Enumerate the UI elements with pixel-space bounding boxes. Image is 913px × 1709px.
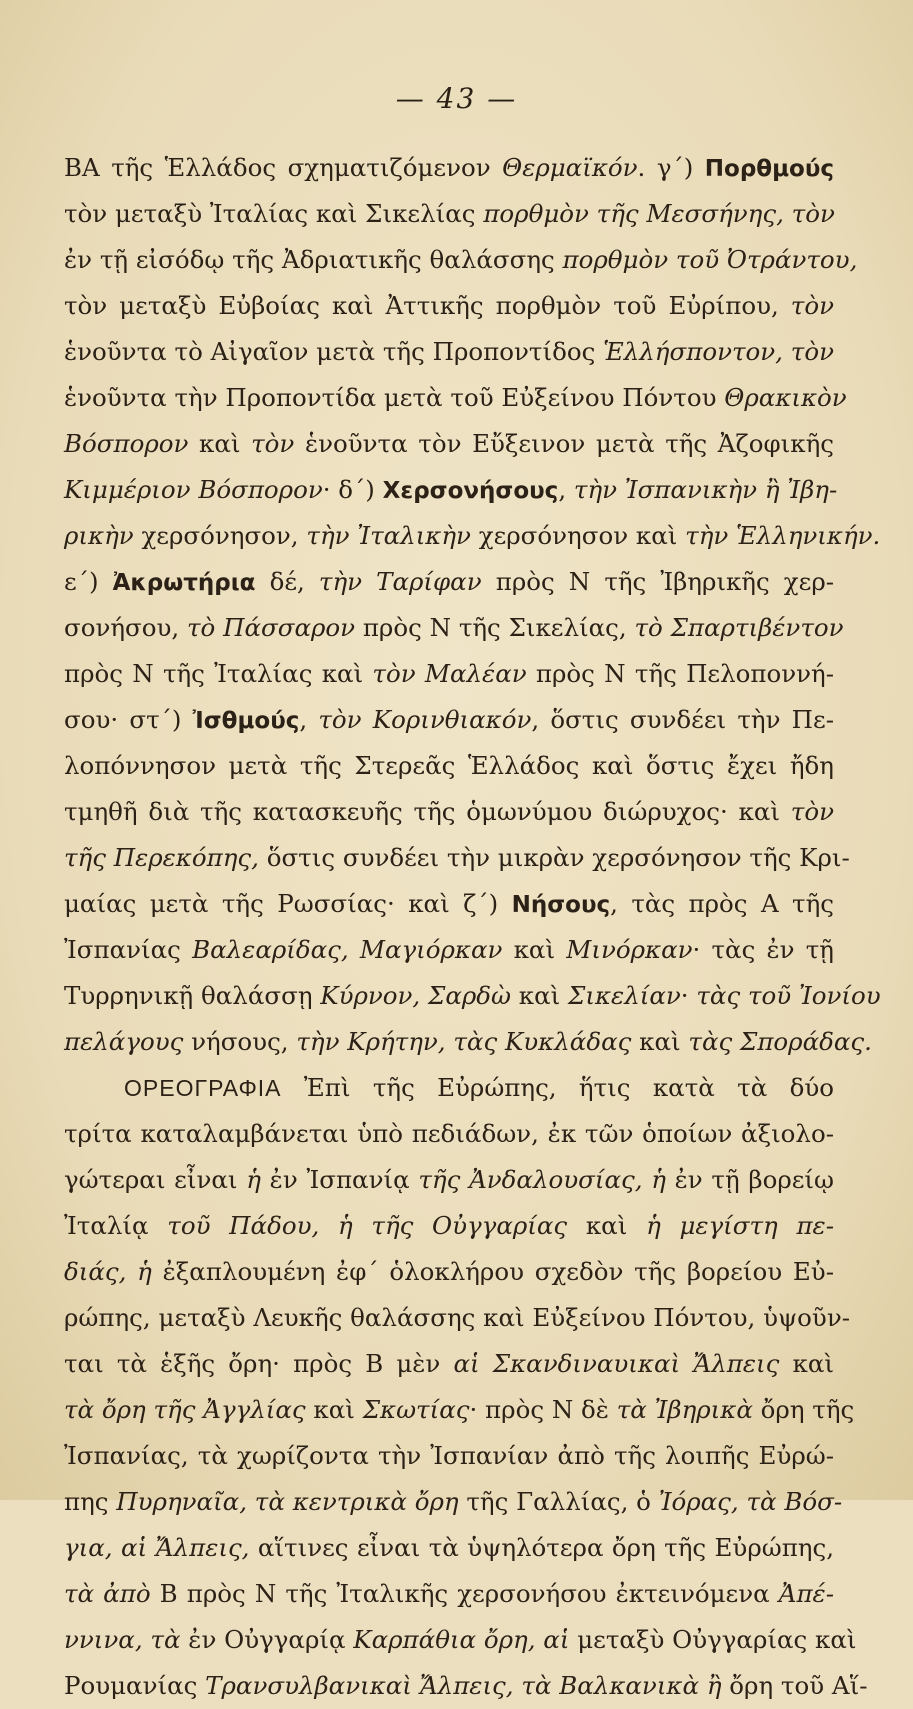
text-line [64,421,834,467]
text-line [64,1249,834,1295]
bold-term: Νήσους [511,892,611,918]
italic-text: Κιμμέριον Βόσπορον [64,475,323,504]
italic-text: τὴν Ἰσπανικὴν ἢ Ἰβη- [573,475,838,504]
italic-text: Κύρνον, Σαρδὼ [320,981,511,1010]
text-line [64,1111,834,1157]
italic-text: Ἀπέ- [778,1579,834,1608]
text-segment: πρὸς Ν τῆς Σικελίας, [355,613,635,642]
italic-text: τὸν [790,291,834,320]
text-segment: τῆς Γαλλίας, ὁ [458,1487,659,1516]
italic-text: πορθμὸν τοῦ Ὀτράντου, [562,245,858,274]
text-line [64,237,858,283]
text-segment: ἐν Οὐγγαρίᾳ [180,1625,354,1654]
italic-text: τὴν Ἰταλικὴν [306,521,471,550]
text-segment: Τυρρηνικῇ θαλάσσῃ [64,981,321,1010]
text-line [64,1341,834,1387]
text-segment: τὸν μεταξὺ Εὐβοίας καὶ Ἀττικῆς πορθμὸν τοῦ Εὐρίπου, [64,291,791,320]
text-line [64,375,847,421]
section-heading: ΟΡΕΟΓΡΑΦΙΑ [124,1075,282,1101]
text-segment: πρὸς Ν τῆς Ἰβηρικῆς χερ- [481,567,835,596]
italic-text: τῆς Περεκόπης, [64,843,259,872]
text-segment: ται τὰ ἑξῆς ὄρη· πρὸς Β μὲν [64,1349,454,1378]
text-segment: καὶ [567,1211,647,1240]
italic-text: Σκωτίας [362,1395,470,1424]
italic-text: τὴν Ταρίφαν [318,567,482,596]
text-segment: , [299,705,319,734]
italic-text: τὰ Ἰβηρικὰ [616,1395,753,1424]
italic-text: Θρακικὸν [724,383,847,412]
text-segment: ὄρη τῆς [752,1395,855,1424]
text-segment: ἐν Ἰσπανίᾳ [260,1165,419,1194]
text-segment: ὄρη τοῦ Αἵ- [721,1671,868,1700]
text-segment: · δ΄) [322,475,383,504]
text-line [64,651,834,697]
bold-term: Πορθμούς [704,156,834,182]
italic-text: τὸν [251,429,295,458]
italic-text: πελάγους [64,1027,184,1056]
text-segment: λοπόννησον μετὰ τῆς Στερεᾶς Ἑλλάδος καὶ ὅστις ἔχει ἤδη [64,751,834,780]
bold-term: Χερσονήσους [382,478,559,504]
text-segment: καὶ [188,429,252,458]
text-line [64,191,834,237]
text-line [64,1617,857,1663]
italic-text: τὰ ὄρη τῆς Ἀγγλίας [64,1395,306,1424]
text-segment: καὶ [502,935,567,964]
italic-text: τὸ Πάσσαρον [187,613,356,642]
page-number: — 43 — [395,82,518,115]
text-segment: τρίτα καταλαμβάνεται ὑπὸ πεδιάδων, ἐκ τῶν ὁποίων ἀξιολο- [64,1119,834,1148]
text-line [64,1387,855,1433]
text-segment: πρὸς Ν τῆς Ἰταλίας καὶ [64,659,373,688]
text-line [64,697,834,743]
italic-text: διάς, ἡ [64,1257,152,1286]
text-segment: μαίας μετὰ τῆς Ρωσσίας· καὶ ζ΄) [64,889,512,918]
text-line [64,789,834,835]
body-text [64,145,881,1709]
italic-text: ρικὴν [64,521,134,550]
text-segment: σου· στ΄) [64,705,193,734]
text-segment: νήσους, [183,1027,297,1056]
text-segment: αἵτινες εἶναι τὰ ὑψηλότερα ὄρη τῆς Εὐρώπης, [249,1533,834,1562]
text-segment: · πρὸς Ν δὲ [469,1395,617,1424]
italic-text: Θερμαϊκόν [502,153,638,182]
italic-text: Μινόρκαν [566,935,693,964]
text-line [64,1019,872,1065]
text-segment: ἐν τῇ βορείῳ [665,1165,834,1194]
text-segment: καὶ [305,1395,363,1424]
italic-text: Τρανσυλβανικαὶ Ἄλπεις, τὰ Βαλκανικὰ ἢ [205,1671,722,1700]
text-segment: Ρουμανίας [64,1671,206,1700]
text-line [64,743,834,789]
italic-text: τὸν Κορινθιακόν [318,705,532,734]
italic-text: τὸν Μαλέαν [372,659,527,688]
text-segment: Ἰσπανίας, τὰ χωρίζοντα τὴν Ἰσπανίαν ἀπὸ τῆς λοιπῆς Εὐρώ- [64,1441,834,1470]
text-segment: καὶ [511,981,569,1010]
text-line [64,513,881,559]
text-segment: ΒΑ τῆς Ἑλλάδος σχηματιζόμενον [64,153,503,182]
italic-text: αἱ Σκανδιναυικαὶ Ἄλπεις [453,1349,780,1378]
italic-text: για, αἱ Ἄλπεις, [64,1533,250,1562]
text-line [64,1203,834,1249]
italic-text: πορθμὸν τῆς Μεσσήνης, τὸν [483,199,835,228]
text-line [64,605,844,651]
text-segment: ἑνοῦντα τὸ Αἰγαῖον μετὰ τῆς Προποντίδος [64,337,604,366]
text-line [64,1157,834,1203]
text-segment: · τὰς ἐν τῇ [692,935,834,964]
text-segment: . γ΄) [637,153,705,182]
italic-text: τῆς Ἀνδαλουσίας, ἡ [418,1165,666,1194]
italic-text: τὴν Κρήτην, τὰς Κυκλάδας [296,1027,632,1056]
italic-text: τὰς Σποράδας. [688,1027,872,1056]
italic-text: Ἰόρας, τὰ Βόσ- [658,1487,843,1516]
text-segment: χερσόνησον, [133,521,307,550]
text-line [64,1663,868,1709]
text-line [64,467,838,513]
text-segment: ἑνοῦντα τὸν Εὔξεινον μετὰ τῆς Ἀζοφικῆς [294,429,834,458]
text-segment: Ἰταλίᾳ [64,1211,168,1240]
italic-text: ννινα, τὰ [64,1625,181,1654]
bold-term: Ἰσθμούς [192,708,300,734]
italic-text: Πυρηναῖα, τὰ κεντρικὰ ὄρη [116,1487,459,1516]
text-line [64,1525,834,1571]
italic-text: ἡ μεγίστη πε- [646,1211,834,1240]
italic-text: Σικελίαν [568,981,681,1010]
text-segment: · [680,981,697,1010]
italic-text: Ἑλλήσποντον, τὸν [603,337,834,366]
text-segment: ἑνοῦντα τὴν Προποντίδα μετὰ τοῦ Εὐξείνου Πόντου [64,383,725,412]
italic-text: ἡ [246,1165,261,1194]
italic-text: τὰ ἀπὸ [64,1579,151,1608]
text-segment: , ὅστις συνδέει τὴν Πε- [531,705,834,734]
text-segment: πρὸς Ν τῆς Πελοποννή- [526,659,834,688]
text-segment: , τὰς πρὸς Α τῆς [610,889,835,918]
text-segment: ρώπης, μεταξὺ Λευκῆς θαλάσσης καὶ Εὐξείνου Πόντου, ὑψοῦν- [64,1303,850,1332]
italic-text: τὸν [790,797,834,826]
text-line [64,283,834,329]
italic-text: τὸ Σπαρτιβέντον [634,613,844,642]
text-segment: ε΄) [64,567,113,596]
italic-text: Βόσπορον [64,429,189,458]
text-line [64,1295,850,1341]
text-line [64,1479,843,1525]
italic-text: Καρπάθια ὄρη, αἱ [353,1625,570,1654]
text-line [64,973,881,1019]
text-segment: πης [64,1487,117,1516]
text-line [64,145,834,191]
text-segment: δέ, [255,567,319,596]
text-line [64,881,834,927]
text-line [64,559,834,605]
text-line [64,927,834,973]
text-segment: , [558,475,574,504]
text-segment: ἐξαπλουμένη ἐφ΄ ὁλοκλήρου σχεδὸν τῆς βορείου Εὐ- [151,1257,834,1286]
italic-text: τὰς τοῦ Ἰονίου [696,981,881,1010]
text-segment: καὶ [779,1349,834,1378]
text-segment: ἐν τῇ εἰσόδῳ τῆς Ἀδριατικῆς θαλάσσης [64,245,563,274]
text-line [64,1065,834,1111]
text-line [64,1571,834,1617]
bold-term: Ἀκρωτήρια [112,570,256,596]
italic-text: τοῦ Πάδου, ἡ τῆς Οὐγγαρίας [167,1211,568,1240]
text-segment: τμηθῆ διὰ τῆς κατασκευῆς τῆς ὁμωνύμου διώρυχος· καὶ [64,797,791,826]
text-segment: μεταξὺ Οὐγγαρίας καὶ [569,1625,857,1654]
italic-text: τὴν Ἑλληνικήν. [685,521,881,550]
text-segment: ὅστις συνδέει τὴν μικρὰν χερσόνησον τῆς Κρι- [258,843,850,872]
text-line [64,329,834,375]
text-segment: Ἐπὶ τῆς Εὐρώπης, ἥτις κατὰ τὰ δύο [281,1073,834,1102]
text-segment: Ἰσπανίας [64,935,193,964]
text-line [64,1433,834,1479]
text-segment: καὶ [631,1027,689,1056]
text-segment: σονήσου, [64,613,187,642]
text-line [64,835,850,881]
text-segment: γώτεραι εἶναι [64,1165,247,1194]
text-segment: χερσόνησον καὶ [470,521,686,550]
italic-text: Βαλεαρίδας, Μαγιόρκαν [192,935,503,964]
text-segment: Β πρὸς Ν τῆς Ἰταλικῆς χερσονήσου ἐκτεινόμενα [150,1579,779,1608]
text-segment: τὸν μεταξὺ Ἰταλίας καὶ Σικελίας [64,199,484,228]
